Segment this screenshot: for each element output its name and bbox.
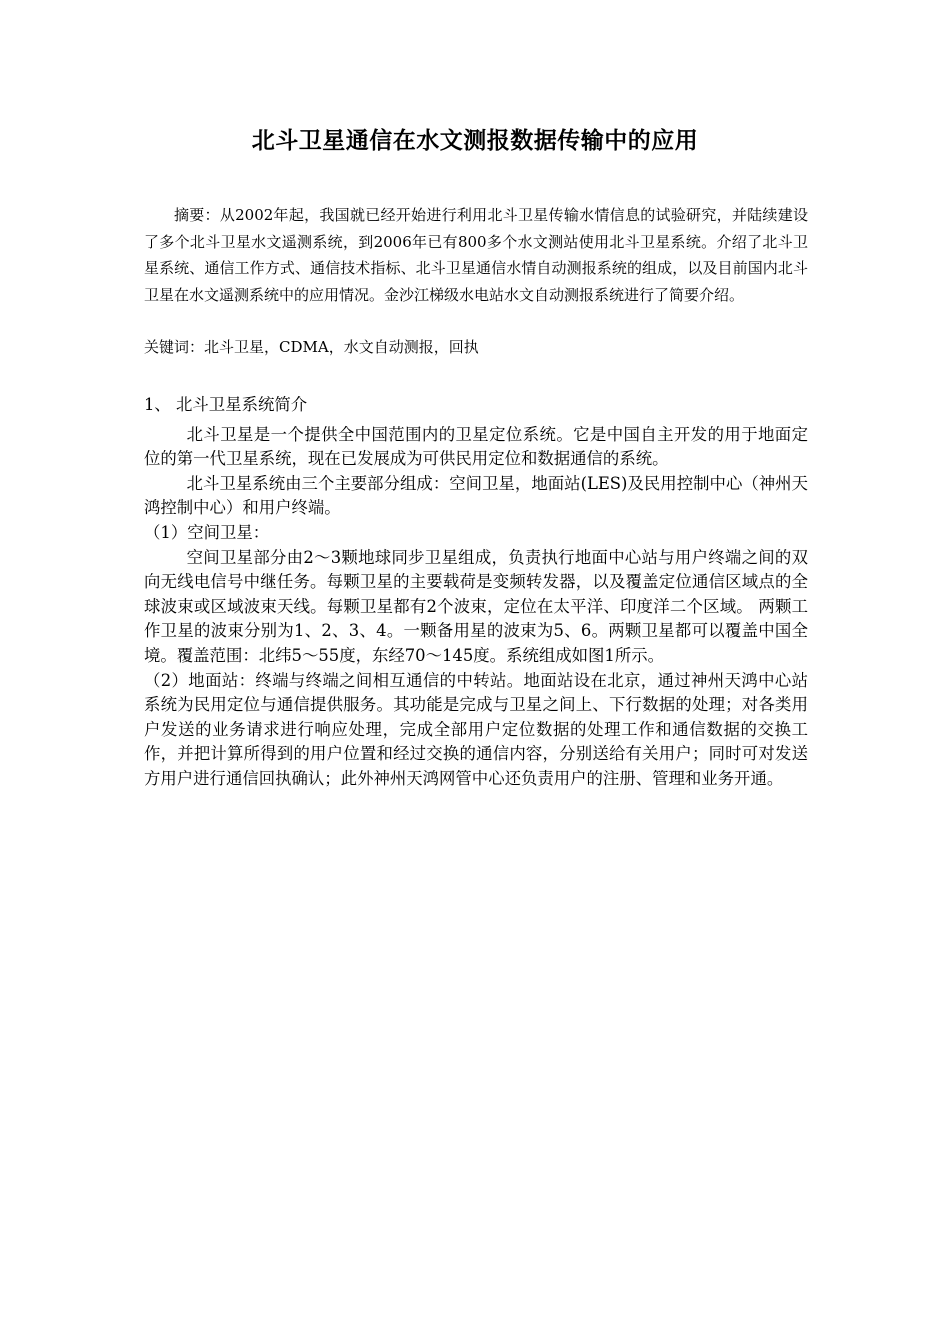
section-heading: 1、 北斗卫星系统简介 — [144, 395, 308, 414]
section-body — [144, 393, 808, 792]
body-paragraph: 空间卫星部分由2～3颗地球同步卫星组成，负责执行地面中心站与用户终端之间的双向无线电信号中继任务。每颗卫星的主要载荷是变频转发器，以及覆盖定位通信区域点的全球波束或区域波束天线。每颗卫星都有2个波束，定位在太平洋、印度洋二个区域。 两颗工作卫星的波束分别为1、2、3、4。一颗备用星的波束为5、6。两颗卫星都可以覆盖中国全境。覆盖范围：北纬5～55度，东经70～145度。系统组成如图1所示。 — [144, 547, 808, 665]
abstract-paragraph: 摘要：从2002年起，我国就已经开始进行利用北斗卫星传输水情信息的试验研究，并陆续建设了多个北斗卫星水文遥测系统，到2006年已有800多个水文测站使用北斗卫星系统。介绍了北斗卫星系统、通信工作方式、通信技术指标、北斗卫星通信水情自动测报系统的组成，以及目前国内北斗卫星在水文遥测系统中的应用情况。金沙江梯级水电站水文自动测报系统进行了简要介绍。 — [144, 206, 808, 304]
body-paragraph: 北斗卫星系统由三个主要部分组成：空间卫星，地面站(LES)及民用控制中心（神州天鸿控制中心）和用户终端。 — [144, 473, 808, 518]
keywords-line: 关键词：北斗卫星，CDMA，水文自动测报，回执 — [144, 338, 479, 356]
document-title: 北斗卫星通信在水文测报数据传输中的应用 — [251, 127, 699, 154]
subsection-heading: （1）空间卫星： — [144, 522, 270, 542]
body-paragraph: （2）地面站：终端与终端之间相互通信的中转站。地面站设在北京，通过神州天鸿中心站系统为民用定位与通信提供服务。其功能是完成与卫星之间上、下行数据的处理；对各类用户发送的业务请求进行响应处理，完成全部用户定位数据的处理工作和通信数据的交换工作，并把计算所得到的用户位置和经过交换的通信内容，分别送给有关用户；同时可对发送方用户进行通信回执确认；此外神州天鸿网管中心还负责用户的注册、管理和业务开通。 — [144, 670, 808, 788]
body-paragraph: 北斗卫星是一个提供全中国范围内的卫星定位系统。它是中国自主开发的用于地面定位的第一代卫星系统，现在已发展成为可供民用定位和数据通信的系统。 — [144, 424, 808, 469]
